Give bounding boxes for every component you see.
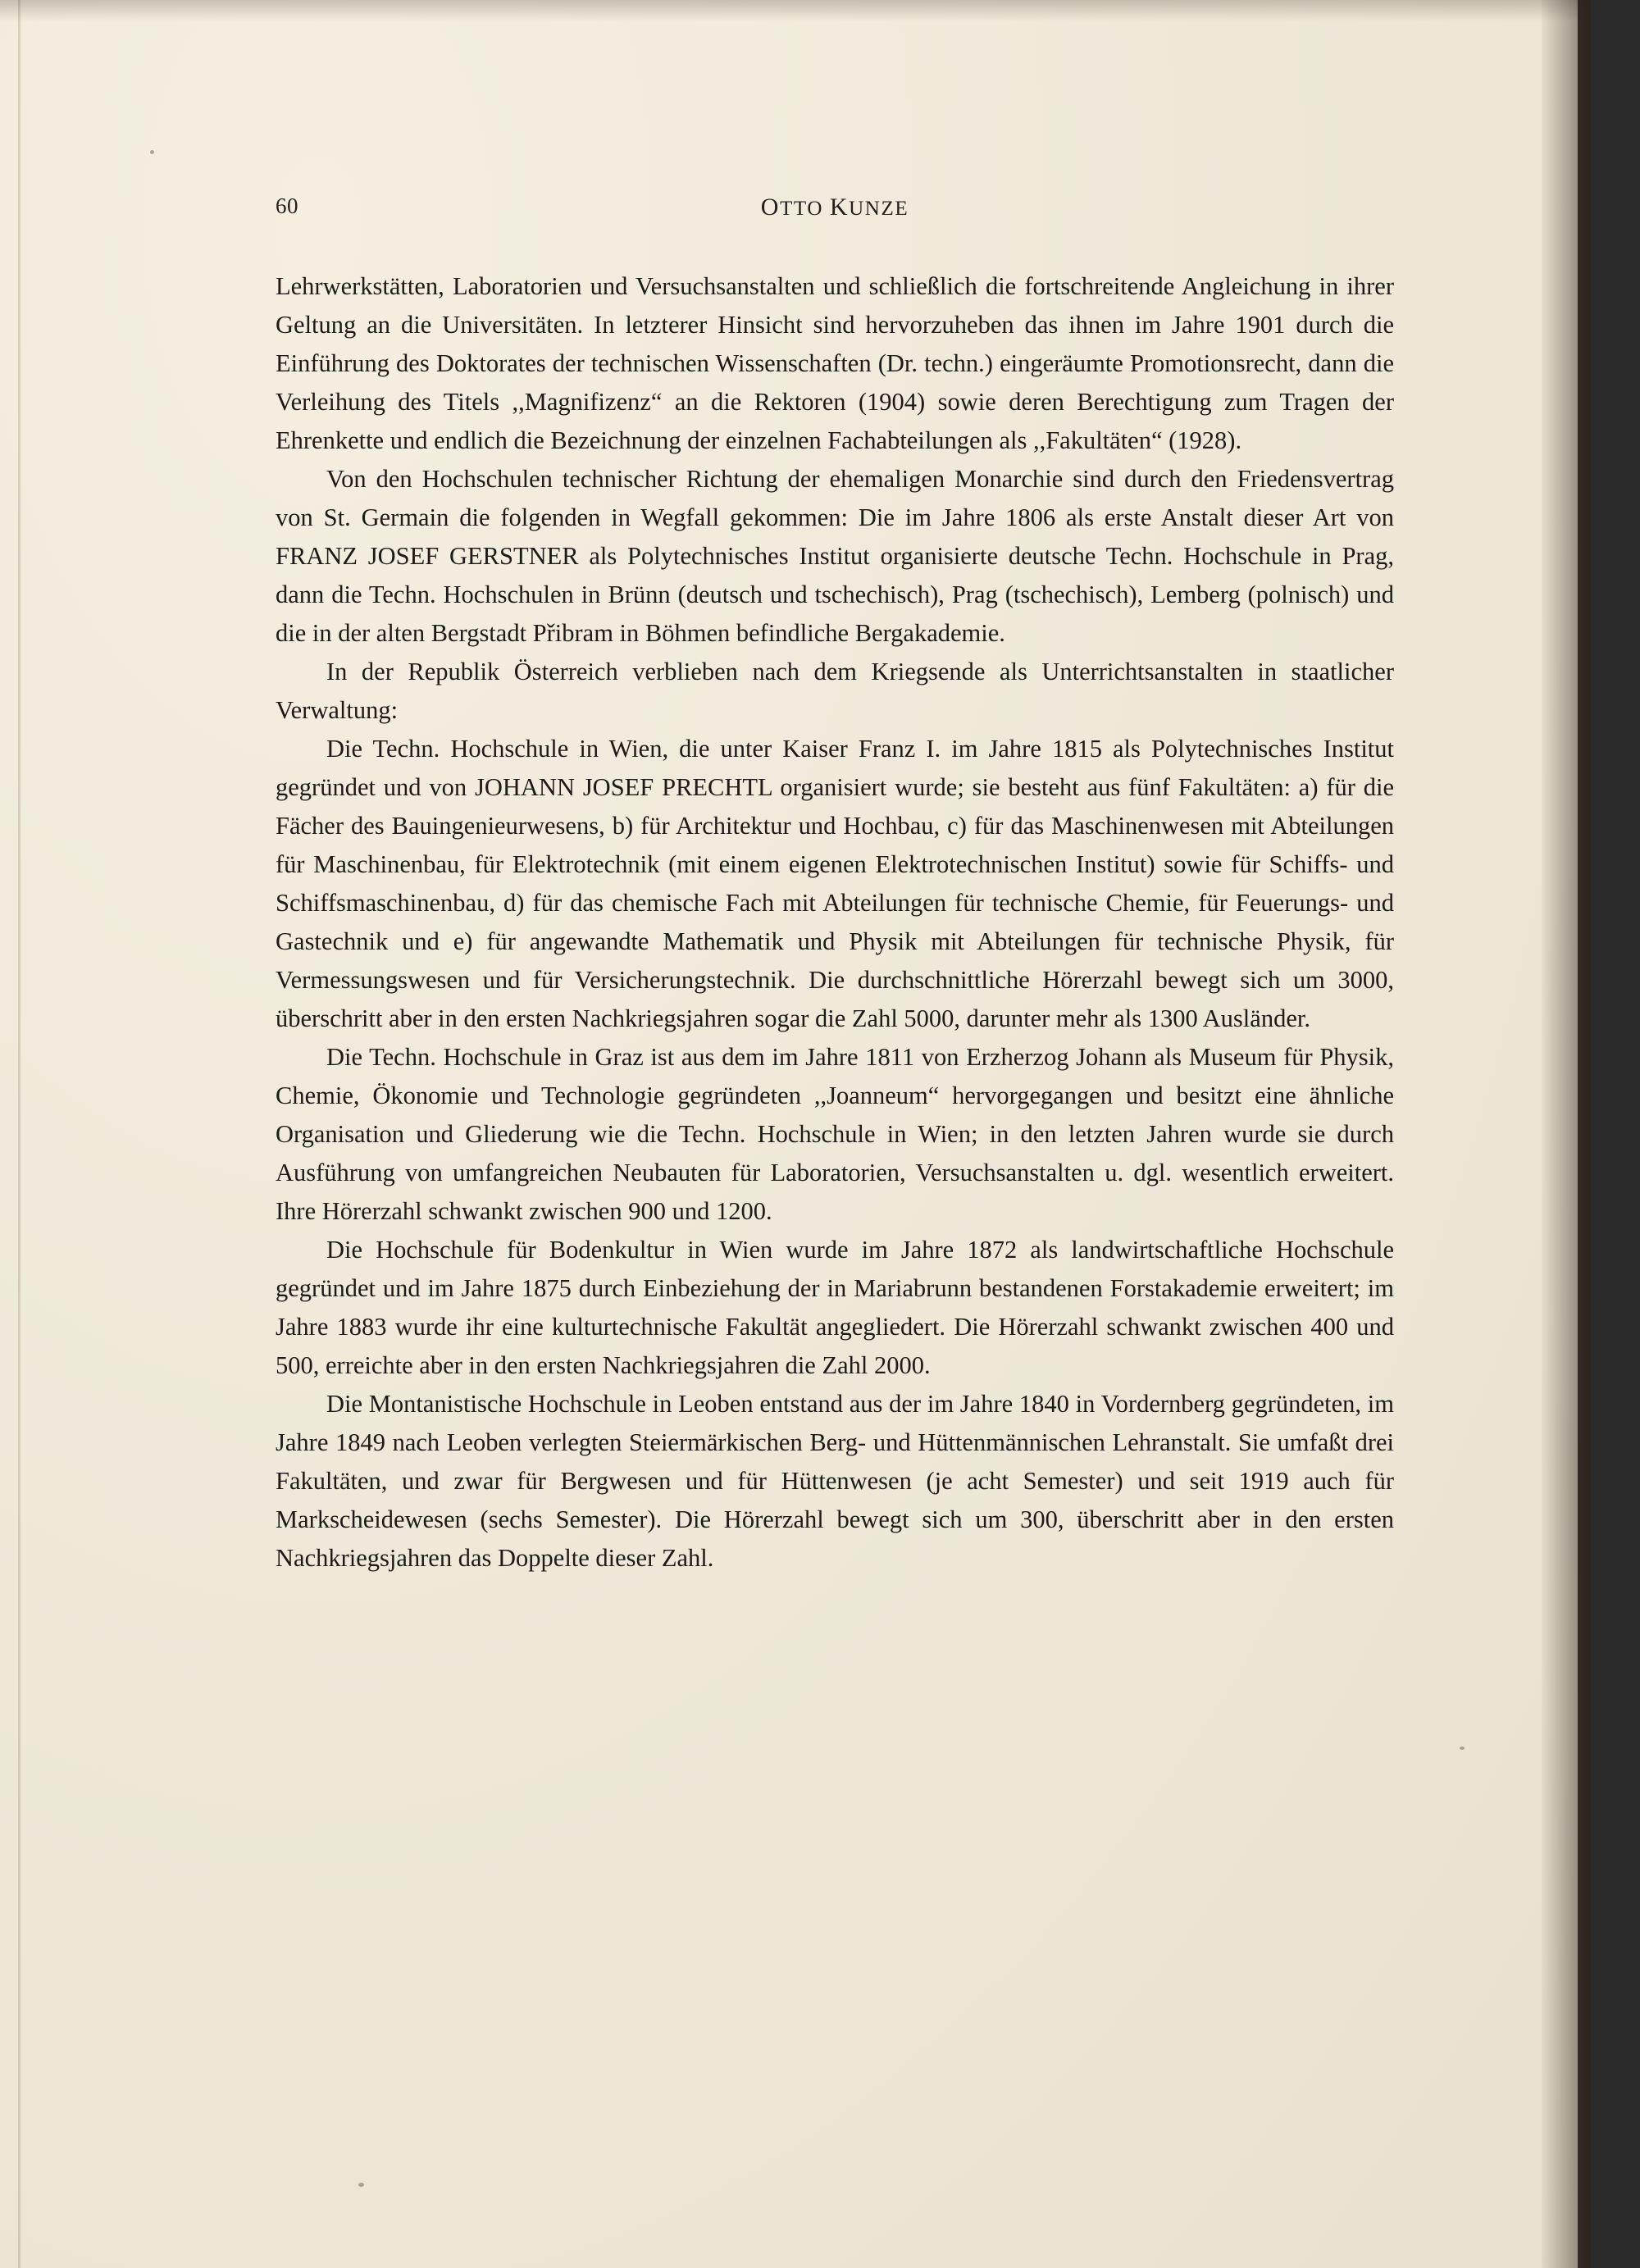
running-head-last-rest: UNZE	[849, 198, 909, 220]
scan-speck	[1460, 1747, 1465, 1750]
running-head-first-initial: O	[760, 194, 781, 221]
page-content	[276, 194, 1394, 1578]
body-paragraph: Von den Hochschulen technischer Richtung der ehemaligen Monarchie sind durch den Friedensvertrag von St. Germain die folgenden in Wegfall gekommen: Die im Jahre 1806 als erste Anstalt dieser Art von FRANZ JOSEF GERSTNER als Polytechnisches Institut organisierte deutsche Techn. Hochschule in Prag, dann die Techn. Hochschulen in Brünn (deutsch und tschechisch), Prag (tschechisch), Lemberg (polnisch) und die in der alten Bergstadt Přibram in Böhmen befindliche Bergakademie.	[276, 465, 1394, 647]
body-paragraph: Die Hochschule für Bodenkultur in Wien wurde im Jahre 1872 als landwirtschaftliche Hochschule gegründet und im Jahre 1875 durch Einbeziehung der in Mariabrunn bestandenen Forstakademie erweitert; im Jahre 1883 wurde ihr eine kulturtechnische Fakultät angegliedert. Die Hörerzahl schwankt zwischen 400 und 500, erreichte aber in den ersten Nachkriegsjahren die Zahl 2000.	[276, 1236, 1394, 1379]
book-edge	[1578, 0, 1591, 2268]
page-left-rule	[18, 0, 20, 2268]
body-paragraph: Lehrwerkstätten, Laboratorien und Versuchsanstalten und schließlich die fortschreitende Angleichung in ihrer Geltung an die Universitäten. In letzterer Hinsicht sind hervorzuheben das ihnen im Jahre 1901 durch die Einführung des Doktorates der technischen Wissenschaften (Dr. techn.) eingeräumte Promotionsrecht, dann die Verleihung des Titels ,,Magnifizenz“ an die Rektoren (1904) sowie deren Berechtigung zum Tragen der Ehrenkette und endlich die Bezeichnung der einzelnen Fachabteilungen als ,,Fakultäten“ (1928).	[276, 272, 1394, 454]
body-paragraph: In der Republik Österreich verblieben nach dem Kriegsende als Unterrichtsanstalten in staatlicher Verwaltung:	[276, 658, 1394, 724]
body-paragraph: Die Techn. Hochschule in Graz ist aus dem im Jahre 1811 von Erzherzog Johann als Museum für Physik, Chemie, Ökonomie und Technologie gegründeten ,,Joanneum“ hervorgegangen und besitzt eine ähnliche Organisation und Gliederung wie die Techn. Hochschule in Wien; in den letzten Jahren wurde sie durch Ausführung von umfangreichen Neubauten für Laboratorien, Versuchsanstalten u. dgl. wesentlich erweitert. Ihre Hörerzahl schwankt zwischen 900 und 1200.	[276, 1043, 1394, 1225]
page-number: 60	[276, 194, 298, 218]
running-head	[276, 194, 1394, 233]
scan-speck	[358, 2183, 364, 2187]
running-head-last-initial: K	[829, 194, 850, 221]
running-head-author	[276, 194, 1394, 221]
body-paragraph: Die Montanistische Hochschule in Leoben entstand aus der im Jahre 1840 in Vordernberg gegründeten, im Jahre 1849 nach Leoben verlegten Steiermärkischen Berg- und Hüttenmännischen Lehranstalt. Sie umfaßt drei Fakultäten, und zwar für Bergwesen und für Hüttenwesen (je acht Semester) und seit 1919 auch für Markscheidewesen (sechs Semester). Die Hörerzahl bewegt sich um 300, überschritt aber in den ersten Nachkriegsjahren das Doppelte dieser Zahl.	[276, 1390, 1394, 1572]
scan-speck	[150, 150, 154, 154]
page-top-shadow	[0, 0, 1591, 21]
body-paragraph: Die Techn. Hochschule in Wien, die unter Kaiser Franz I. im Jahre 1815 als Polytechnisches Institut gegründet und von JOHANN JOSEF PRECHTL organisiert wurde; sie besteht aus fünf Fakultäten: a) für die Fächer des Bauingenieurwesens, b) für Architektur und Hochbau, c) für das Maschinenwesen mit Abteilungen für Maschinenbau, für Elektrotechnik (mit einem eigenen Elektrotechnischen Institut) sowie für Schiffs- und Schiffsmaschinenbau, d) für das chemische Fach mit Abteilungen für technische Chemie, für Feuerungs- und Gastechnik und e) für angewandte Mathematik und Physik mit Abteilungen für technische Physik, für Vermessungswesen und für Versicherungstechnik. Die durchschnittliche Hörerzahl bewegt sich um 3000, überschritt aber in den ersten Nachkriegsjahren sogar die Zahl 5000, darunter mehr als 1300 Ausländer.	[276, 735, 1394, 1032]
running-head-first-rest: TTO	[780, 198, 824, 220]
